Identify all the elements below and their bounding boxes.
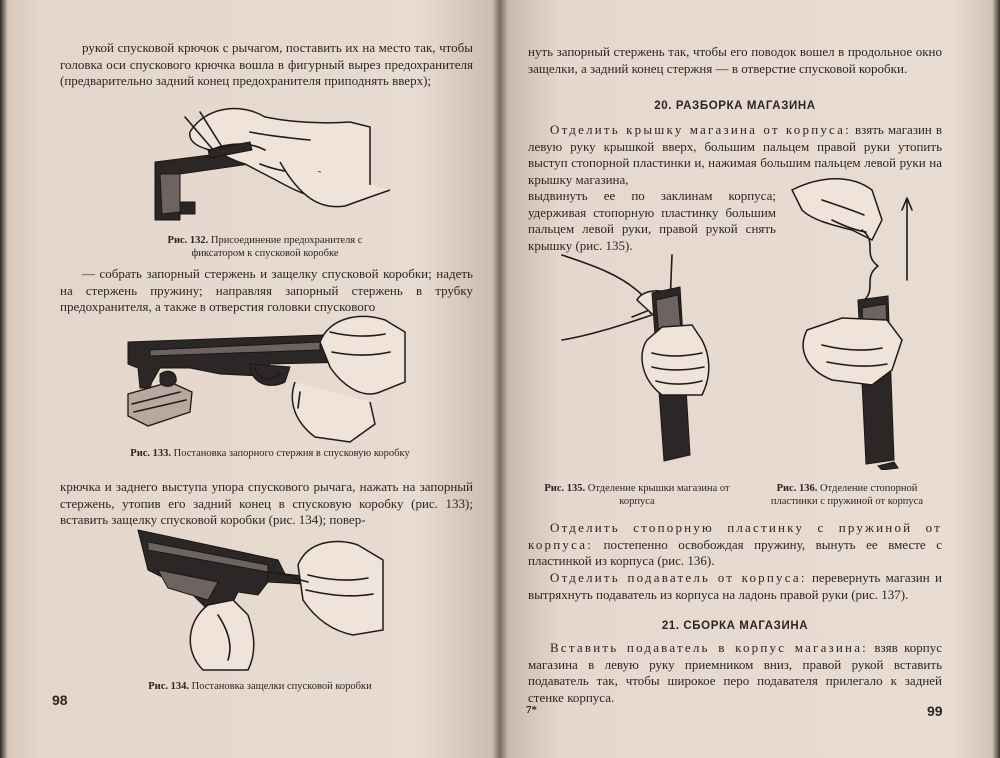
para2-rest-b-text: выдвинуть ее по заклинам корпуса; удерживая стопорную пластинку большим пальцем левой руки, правой рукой снять крышку (рис. 135). [528, 188, 776, 253]
left-para2-text: — собрать запорный стержень и защелку спусковой коробки; надеть на стержень пружину; направляя запорный стержень в трубку предохранителя, а также в отверстия головки спускового [60, 266, 473, 314]
figure-135-label: Рис. 135. [544, 483, 586, 494]
right-paragraph-3 [528, 520, 942, 570]
para5-rest-text: взяв корпус магазина в левую руку приемником вниз, правой рукой вставить подаватель так, чтобы широкое перо подавателя прилегало к задней стенке корпуса. [528, 640, 942, 705]
figure-134-caption-text: Постановка защелки спусковой коробки [191, 681, 372, 692]
figure-132-label: Рис. 132. [167, 235, 209, 246]
figure-136-caption-text: Отделение стопорной пластинки с пружиной от корпуса [770, 483, 924, 507]
left-page [0, 0, 498, 758]
para2-rest-a-text: взять магазин в левую руку крышкой вверх, большим пальцем правой руки утопить выступ стопорной пластинки и, нажимая большим пальцем левой руки на крышку магазина, [528, 122, 943, 187]
figure-133-label: Рис. 133. [130, 448, 172, 459]
figure-136-illustration [782, 170, 942, 470]
figure-132-caption [150, 234, 380, 260]
right-page-number: 99 [927, 703, 943, 719]
figure-134-label: Рис. 134. [148, 681, 189, 692]
left-paragraph-2 [60, 266, 473, 316]
right-paragraph-4 [528, 570, 942, 603]
left-page-number: 98 [52, 692, 68, 708]
signature-mark: 7* [526, 704, 537, 716]
right-paragraph-1 [528, 44, 942, 77]
right-page [502, 0, 1000, 758]
figure-133-caption [120, 447, 420, 460]
right-paragraph-5 [528, 640, 942, 706]
figure-133-illustration [120, 312, 420, 447]
figure-134-caption [110, 680, 410, 693]
para4-spaced-text: Отделить подаватель от корпуса: [550, 570, 807, 585]
figure-136-label: Рис. 136. [776, 483, 818, 494]
figure-136-caption [752, 482, 942, 508]
left-para3-text: крючка и заднего выступа упора спускового рычага, нажать на запорный стержень, утопив его задний конец в спусковую коробку (рис. 133); вставить защелку спусковой коробки (рис. 134); повер- [60, 479, 473, 527]
left-paragraph-1 [60, 40, 473, 90]
figure-135-caption [542, 482, 732, 508]
figure-135-illustration [552, 245, 722, 470]
para2-spaced-text: Отделить крышку магазина от корпуса: [550, 122, 851, 137]
figure-132-caption-text: Присоединение предохранителя с фиксатором к спусковой коробке [191, 235, 363, 259]
right-para1-text: нуть запорный стержень так, чтобы его поводок вошел в продольное окно защелки, а задний конец стержня — в отверстие спусковой коробки. [528, 44, 942, 76]
figure-133-caption-text: Постановка запорного стержня в спусковую коробку [173, 448, 410, 459]
left-para1-text: рукой спусковой крючок с рычагом, поставить их на место так, чтобы головка оси спускового крючка вошла в фигурный вырез предохранителя (предварительно задний конец предохранителя приподнять вверх); [60, 40, 473, 88]
figure-134-illustration [128, 520, 388, 675]
section-20-heading: 20. РАЗБОРКА МАГАЗИНА [654, 100, 816, 112]
para3-spaced-text: Отделить стопорную пластинку с пружиной от корпуса: [528, 520, 942, 552]
figure-132-illustration [150, 102, 400, 227]
para4-rest-text: перевернуть магазин и вытряхнуть подаватель из корпуса на ладонь правой руки (рис. 137). [528, 570, 942, 602]
para5-spaced-text: Вставить подаватель в корпус магазина: [550, 640, 868, 655]
section-21-heading: 21. СБОРКА МАГАЗИНА [661, 620, 809, 632]
figure-135-caption-text: Отделение крышки магазина от корпуса [587, 483, 730, 507]
para3-rest-text: постепенно освобождая пружину, вынуть ее вместе с пластинкой из корпуса (рис. 136). [528, 536, 943, 568]
